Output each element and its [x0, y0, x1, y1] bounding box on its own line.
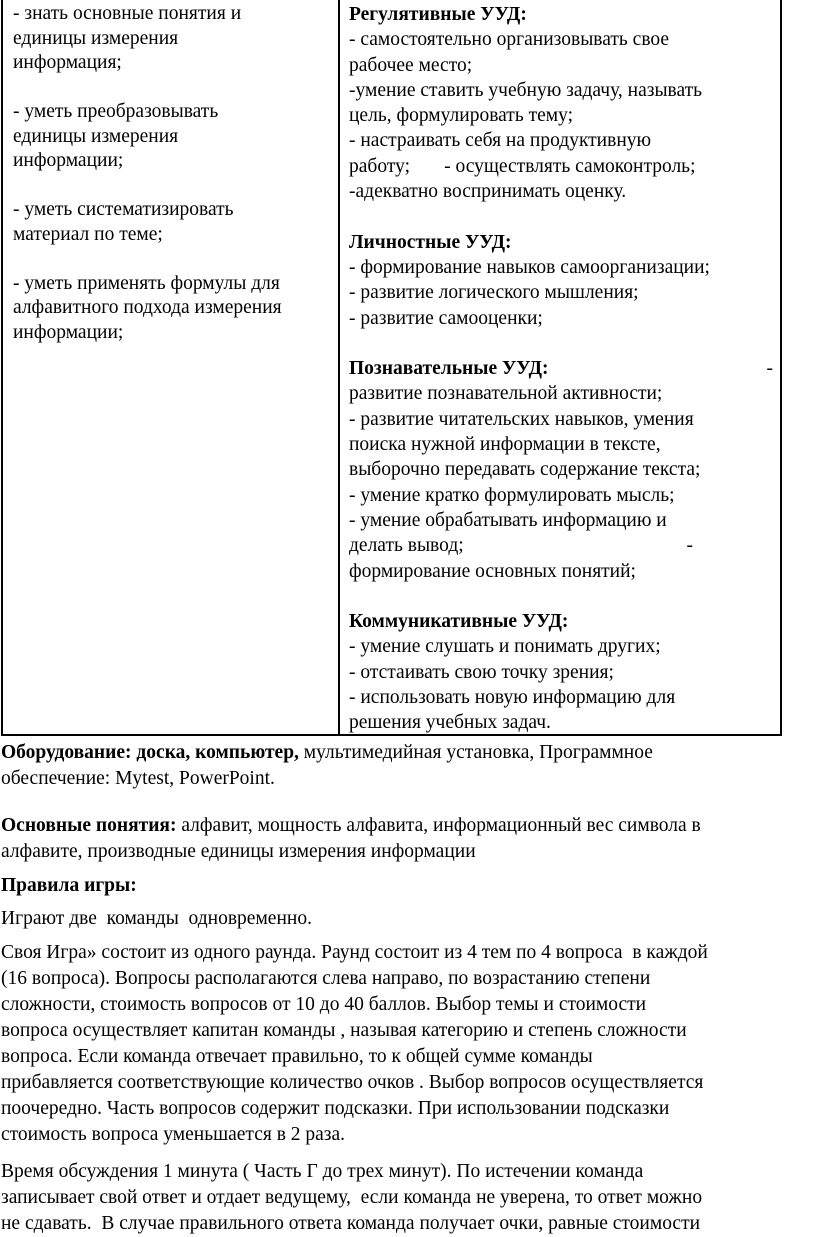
- cognitive-dash: -: [686, 535, 693, 557]
- rules-heading: Правила игры:: [1, 875, 137, 896]
- regulative-line: -умение ставить учебную задачу, называть: [349, 79, 703, 101]
- table-column-divider: [338, 0, 340, 734]
- cognitive-line: формирование основных понятий;: [349, 560, 636, 582]
- cognitive-line: делать вывод;: [349, 535, 464, 557]
- left-item-line: - уметь систематизировать: [13, 199, 234, 220]
- cognitive-line: - развитие читательских навыков, умения: [349, 408, 694, 430]
- cognitive-split-row: [349, 533, 773, 558]
- communicative-heading: Коммуникативные УУД:: [349, 611, 569, 633]
- cognitive-heading-dash: -: [766, 358, 773, 380]
- left-item-line: - уметь преобразовывать: [13, 101, 219, 122]
- left-item-line: алфавитного подхода измерения: [13, 297, 282, 318]
- objectives-table: [1, 0, 782, 736]
- cognitive-line: - умение кратко формулировать мысль;: [349, 484, 675, 506]
- personal-line: - формирование навыков самоорганизации;: [349, 256, 710, 278]
- rules-line: Время обсуждения 1 минута ( Часть Г до трех минут). По истечении команда: [1, 1161, 644, 1182]
- left-item-line: единицы измерения: [13, 125, 179, 147]
- rules-paragraph-1: [1, 940, 813, 1148]
- regulative-line: работу; - осуществлять самоконтроль;: [349, 155, 696, 177]
- left-item-line: единицы измерения: [13, 27, 179, 49]
- concepts-text: алфавит, мощность алфавита, информационный вес символа в: [176, 815, 701, 836]
- regulative-line: рабочее место;: [349, 54, 473, 76]
- personal-heading: Личностные УУД:: [349, 231, 512, 253]
- regulative-line: -адекватно воспринимать оценку.: [349, 181, 627, 203]
- left-item-line: информации;: [13, 150, 124, 171]
- communicative-line: решения учебных задач.: [349, 712, 551, 734]
- rules-line: стоимость вопроса уменьшается в 2 раза.: [1, 1124, 346, 1145]
- equipment-text: мультимедийная установка, Программное: [298, 742, 653, 763]
- left-item-line: информации;: [13, 321, 124, 343]
- cognitive-line: поиска нужной информации в тексте,: [349, 434, 661, 456]
- cognitive-heading-row: [349, 356, 773, 381]
- rules-line: вопроса. Если команда отвечает правильно, то к общей сумме команды: [1, 1046, 593, 1067]
- rules-heading-block: [1, 873, 813, 899]
- rules-line: сложности, стоимость вопросов от 10 до 40 баллов. Выбор темы и стоимости: [1, 994, 647, 1015]
- cognitive-line: развитие познавательной активности;: [349, 383, 663, 405]
- equipment-section: [1, 740, 813, 792]
- rules-line: (16 вопроса). Вопросы располагаются слева направо, по возрастанию степени: [1, 968, 651, 989]
- rules-teams: Играют две команды одновременно.: [1, 908, 312, 929]
- rules-line: прибавляется соответствующие количество очков . Выбор вопросов осуществляется: [1, 1072, 704, 1093]
- cognitive-heading: Познавательные УУД:: [349, 358, 549, 380]
- subject-results-cell: [13, 2, 328, 345]
- concepts-text-2: алфавите, производные единицы измерения информации: [1, 841, 476, 862]
- regulative-line: - настраивать себя на продуктивную: [349, 130, 652, 152]
- regulative-line: - самостоятельно организовывать свое: [349, 29, 670, 51]
- rules-line: поочередно. Часть вопросов содержит подсказки. При использовании подсказки: [1, 1098, 670, 1119]
- left-item-line: информация;: [13, 52, 122, 73]
- left-item-line: - уметь применять формулы для: [13, 272, 280, 294]
- regulative-heading: Регулятивные УУД:: [349, 4, 527, 25]
- equipment-label: Оборудование: доска, компьютер,: [1, 742, 299, 763]
- rules-line: не сдавать. В случае правильного ответа команда получает очки, равные стоимости: [1, 1213, 701, 1234]
- rules-line: вопроса осуществляет капитан команды , называя категорию и степень сложности: [1, 1020, 687, 1041]
- communicative-line: - умение слушать и понимать других;: [349, 636, 661, 658]
- concepts-label: Основные понятия:: [1, 815, 177, 836]
- personal-line: - развитие логического мышления;: [349, 282, 639, 304]
- uud-cell: [349, 2, 773, 736]
- rules-line: записывает свой ответ и отдает ведущему, если команда не уверена, то ответ можно: [1, 1187, 703, 1208]
- left-item-line: - знать основные понятия и: [13, 3, 242, 24]
- concepts-section: [1, 813, 813, 865]
- left-item-line: материал по теме;: [13, 223, 163, 245]
- cognitive-line: - умение обрабатывать информацию и: [349, 509, 667, 531]
- rules-paragraph-2: [1, 1159, 813, 1237]
- rules-line: Своя Игра» состоит из одного раунда. Раунд состоит из 4 тем по 4 вопроса в каждой: [1, 942, 708, 963]
- rules-teams-block: [1, 906, 813, 932]
- communicative-line: - отстаивать свою точку зрения;: [349, 661, 614, 683]
- regulative-line: цель, формулировать тему;: [349, 105, 574, 127]
- communicative-line: - использовать новую информацию для: [349, 687, 676, 709]
- equipment-text-2: обеспечение: Mytest, PowerPoint.: [1, 768, 275, 789]
- personal-line: - развитие самооценки;: [349, 307, 543, 329]
- cognitive-line: выборочно передавать содержание текста;: [349, 459, 701, 481]
